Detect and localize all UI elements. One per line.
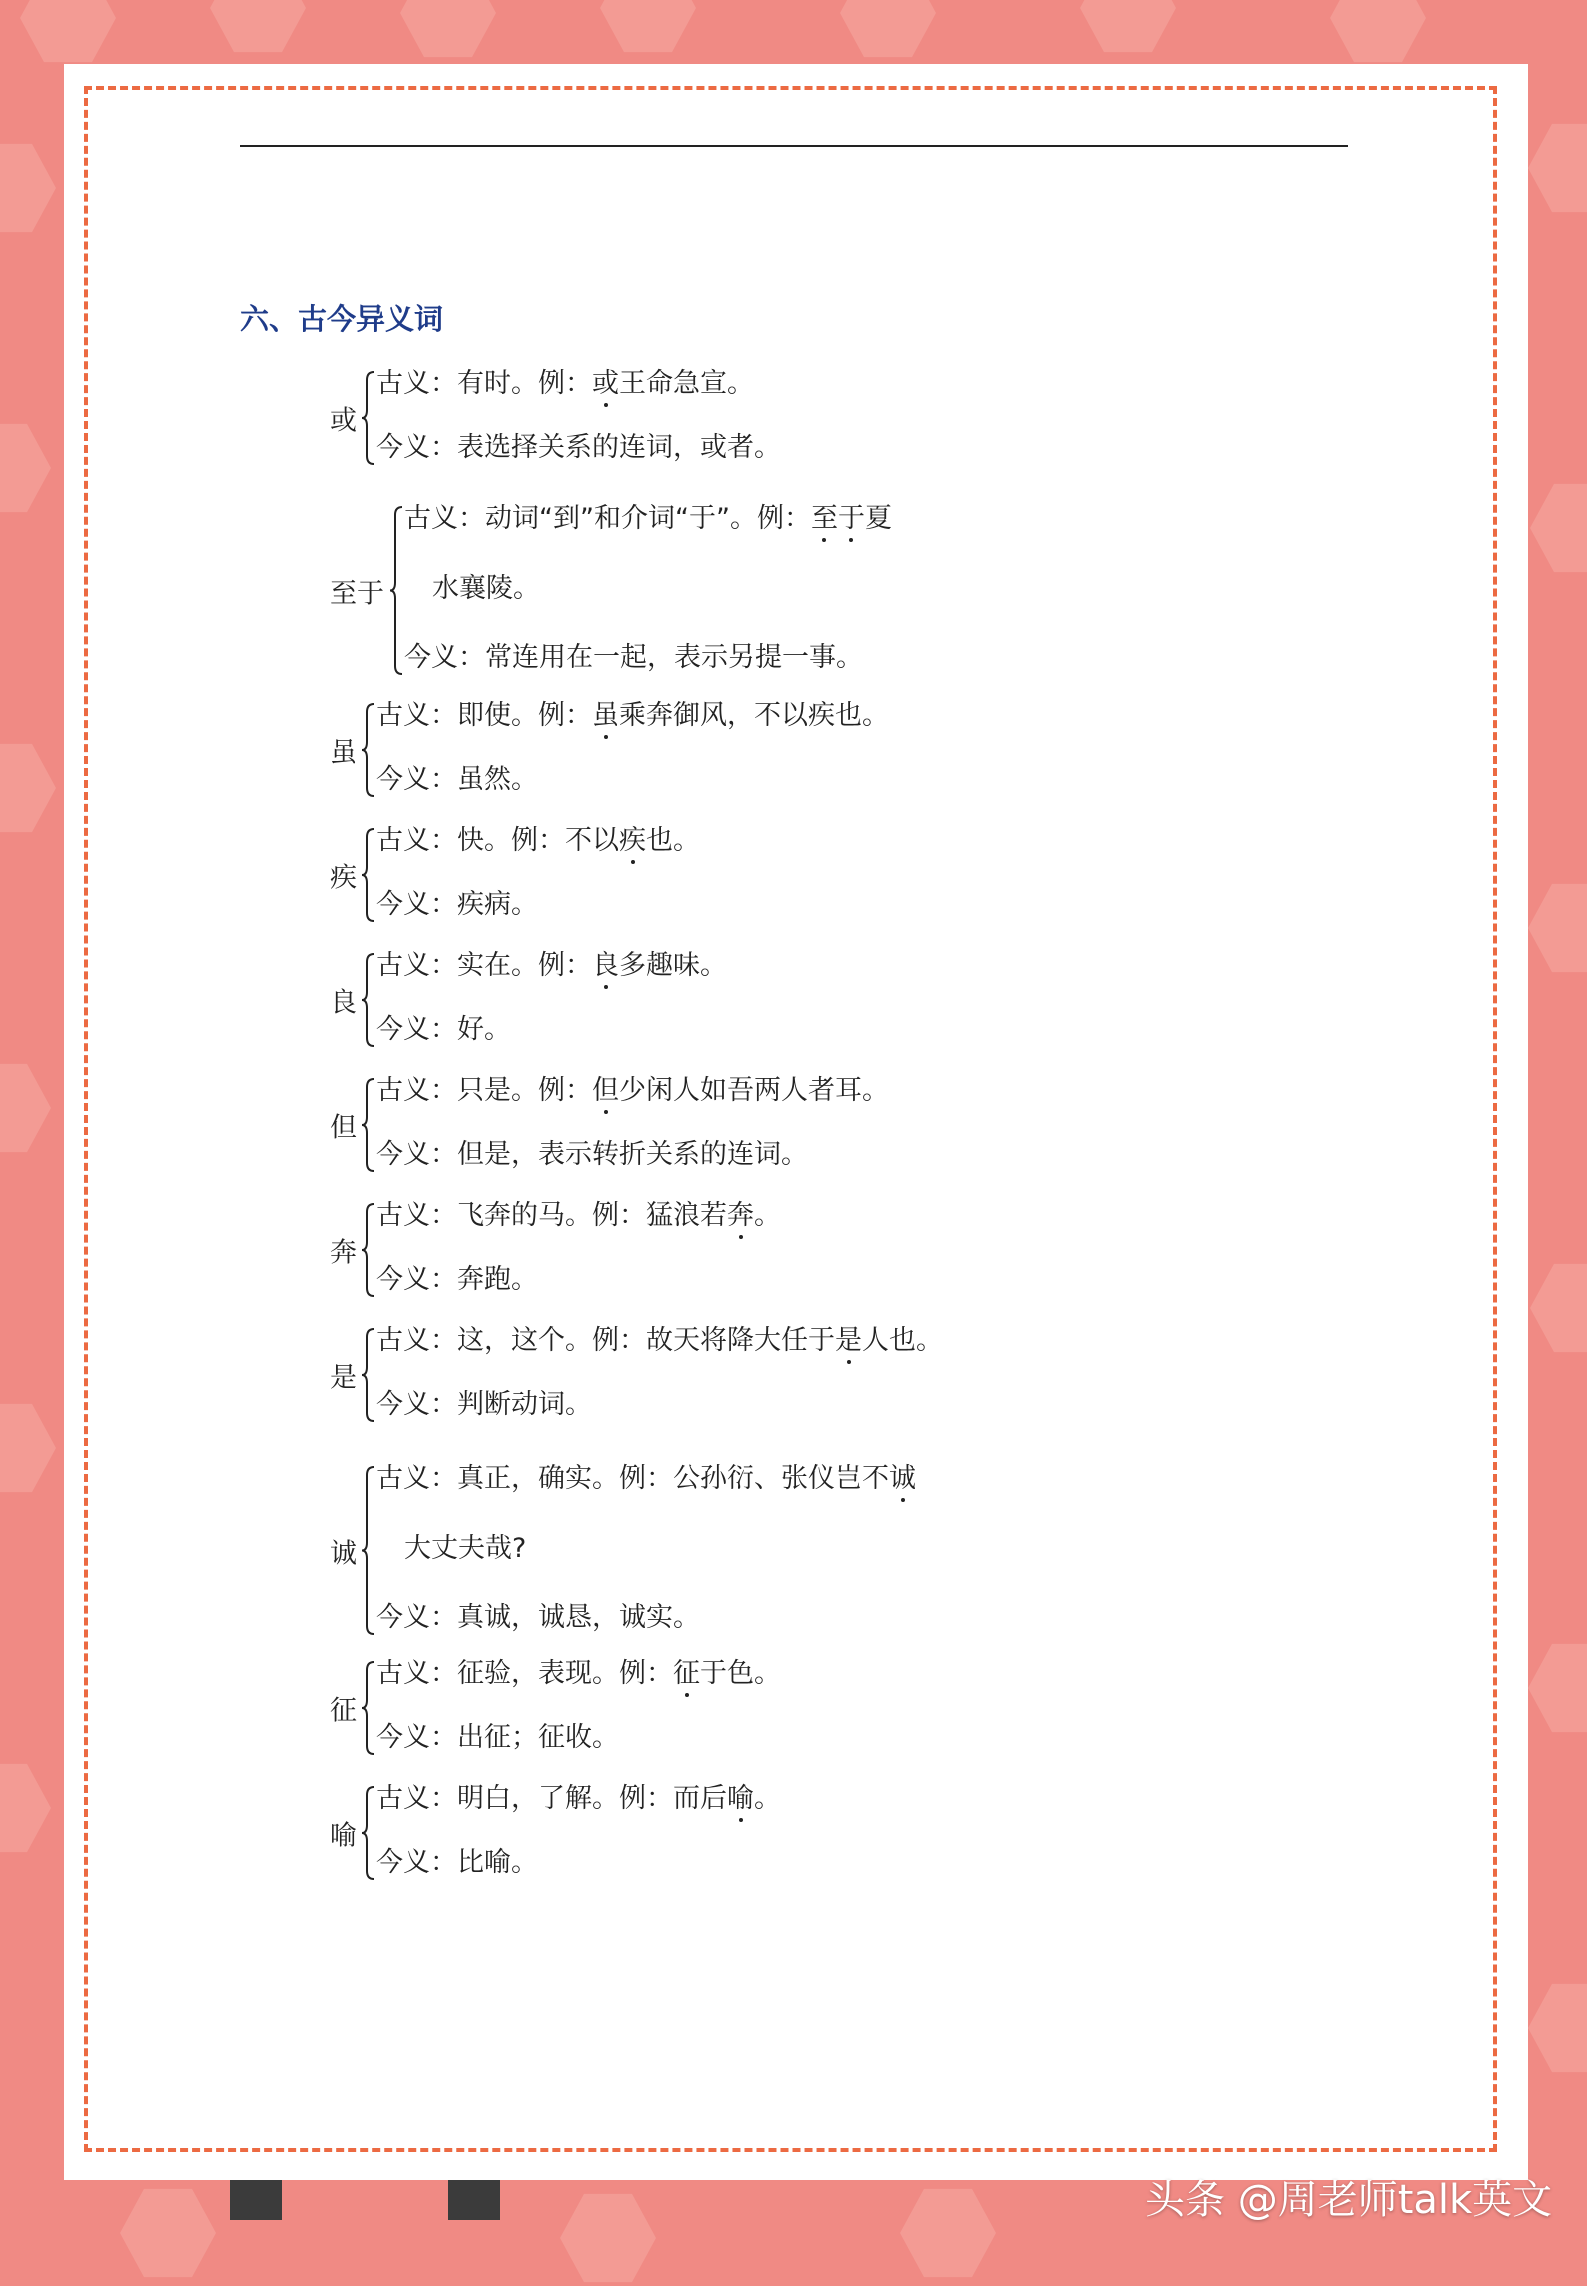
emphasis-dot-char: 是: [835, 1325, 862, 1356]
background-hexagon: [1530, 1260, 1587, 1356]
entry-2: [330, 503, 1230, 678]
brace-icon: [362, 1463, 376, 1638]
background-hexagon: [0, 740, 56, 836]
character-leg-right: [448, 2180, 500, 2220]
emphasis-dot-char: 虽: [592, 700, 619, 731]
ancient-meaning-continued: 大丈夫哉?: [404, 1532, 527, 1564]
background-hexagon: [1080, 0, 1176, 56]
modern-meaning: 今义：奔跑。: [376, 1264, 538, 1295]
modern-meaning: 今义：判断动词。: [376, 1389, 592, 1420]
head-word: 虽: [330, 737, 357, 769]
brace-icon: [362, 1200, 376, 1300]
background-hexagon: [1530, 480, 1587, 576]
head-word: 征: [330, 1695, 357, 1727]
head-word: 至于: [330, 578, 384, 609]
head-word: 良: [330, 987, 357, 1019]
modern-meaning: 今义：常连用在一起，表示另提一事。: [404, 642, 863, 673]
entry-7: [330, 1200, 1230, 1300]
ancient-meaning: 古义：真正，确实。例：公孙衍、张仪岂不诚: [376, 1463, 916, 1494]
brace-icon: [362, 1783, 376, 1883]
background-hexagon: [1528, 1640, 1587, 1736]
background-hexagon: [210, 0, 306, 56]
background-hexagon: [560, 2190, 656, 2286]
brace-icon: [362, 368, 376, 468]
modern-meaning: 今义：疾病。: [376, 889, 538, 920]
background-hexagon: [1528, 120, 1587, 216]
head-word: 但: [330, 1112, 357, 1144]
background-hexagon: [0, 1760, 51, 1856]
background-hexagon: [840, 0, 936, 61]
head-word: 奔: [330, 1237, 357, 1269]
ancient-meaning-continued: 水襄陵。: [432, 572, 540, 604]
modern-meaning: 今义：好。: [376, 1014, 511, 1045]
modern-meaning: 今义：出征；征收。: [376, 1722, 619, 1753]
entry-3: [330, 700, 1230, 800]
ancient-meaning: 古义：只是。例：但少闲人如吾两人者耳。: [376, 1075, 889, 1106]
background-hexagon: [400, 0, 496, 61]
background-hexagon: [1330, 0, 1426, 66]
ancient-meaning: 古义：明白，了解。例：而后喻。: [376, 1783, 781, 1814]
entry-10: [330, 1658, 1230, 1758]
modern-meaning: 今义：表选择关系的连词，或者。: [376, 432, 781, 463]
entry-5: [330, 950, 1230, 1050]
emphasis-dot-char: 至: [810, 503, 838, 534]
entry-8: [330, 1325, 1230, 1425]
emphasis-dot-char: 疾: [619, 825, 646, 856]
ancient-meaning: 古义：这，这个。例：故天将降大任于是人也。: [376, 1325, 943, 1356]
emphasis-dot-char: 但: [592, 1075, 619, 1106]
emphasis-dot-char: 奔: [727, 1200, 754, 1231]
head-word: 是: [330, 1362, 357, 1394]
header-rule: [240, 145, 1348, 147]
section-heading: 六、古今异义词: [240, 302, 444, 336]
ancient-meaning: 古义：有时。例：或王命急宣。: [376, 368, 754, 399]
brace-icon: [362, 1075, 376, 1175]
modern-meaning: 今义：真诚，诚恳，诚实。: [376, 1602, 700, 1633]
entry-1: [330, 368, 1230, 468]
background-hexagon: [0, 140, 56, 236]
ancient-meaning: 古义：飞奔的马。例：猛浪若奔。: [376, 1200, 781, 1231]
entry-4: [330, 825, 1230, 925]
emphasis-dot-char: 征: [673, 1658, 700, 1689]
background-hexagon: [0, 420, 51, 516]
background-hexagon: [0, 1400, 56, 1496]
head-word: 疾: [330, 862, 357, 894]
brace-icon: [362, 950, 376, 1050]
background-hexagon: [20, 0, 116, 66]
emphasis-dot-char: 或: [592, 368, 619, 399]
brace-icon: [362, 700, 376, 800]
emphasis-dot-char: 于: [837, 503, 865, 534]
entry-6: [330, 1075, 1230, 1175]
brace-icon: [362, 825, 376, 925]
head-word: 诚: [330, 1538, 357, 1569]
background-hexagon: [0, 1060, 51, 1156]
brace-icon: [362, 1325, 376, 1425]
background-hexagon: [900, 2185, 996, 2281]
entry-9: [330, 1463, 1230, 1638]
ancient-meaning: 古义：实在。例：良多趣味。: [376, 950, 727, 981]
background-hexagon: [1528, 1980, 1587, 2076]
modern-meaning: 今义：但是，表示转折关系的连词。: [376, 1139, 808, 1170]
emphasis-dot-char: 诚: [889, 1463, 916, 1494]
brace-icon: [390, 503, 404, 678]
background-hexagon: [600, 0, 696, 56]
modern-meaning: 今义：比喻。: [376, 1847, 538, 1878]
brace-icon: [362, 1658, 376, 1758]
head-word: 或: [330, 405, 357, 437]
watermark: 头条 @周老师talk英文: [1145, 2177, 1553, 2223]
ancient-meaning: 古义：即使。例：虽乘奔御风，不以疾也。: [376, 700, 889, 731]
character-leg-left: [230, 2180, 282, 2220]
ancient-meaning: 古义：动词“到”和介词“于”。例：至于夏: [404, 503, 892, 534]
entry-11: [330, 1783, 1230, 1883]
background-hexagon: [120, 2185, 216, 2281]
modern-meaning: 今义：虽然。: [376, 764, 538, 795]
head-word: 喻: [330, 1820, 357, 1852]
emphasis-dot-char: 良: [592, 950, 619, 981]
ancient-meaning: 古义：征验，表现。例：征于色。: [376, 1658, 781, 1689]
emphasis-dot-char: 喻: [727, 1783, 754, 1814]
ancient-meaning: 古义：快。例：不以疾也。: [376, 825, 700, 856]
background-hexagon: [1528, 880, 1587, 976]
